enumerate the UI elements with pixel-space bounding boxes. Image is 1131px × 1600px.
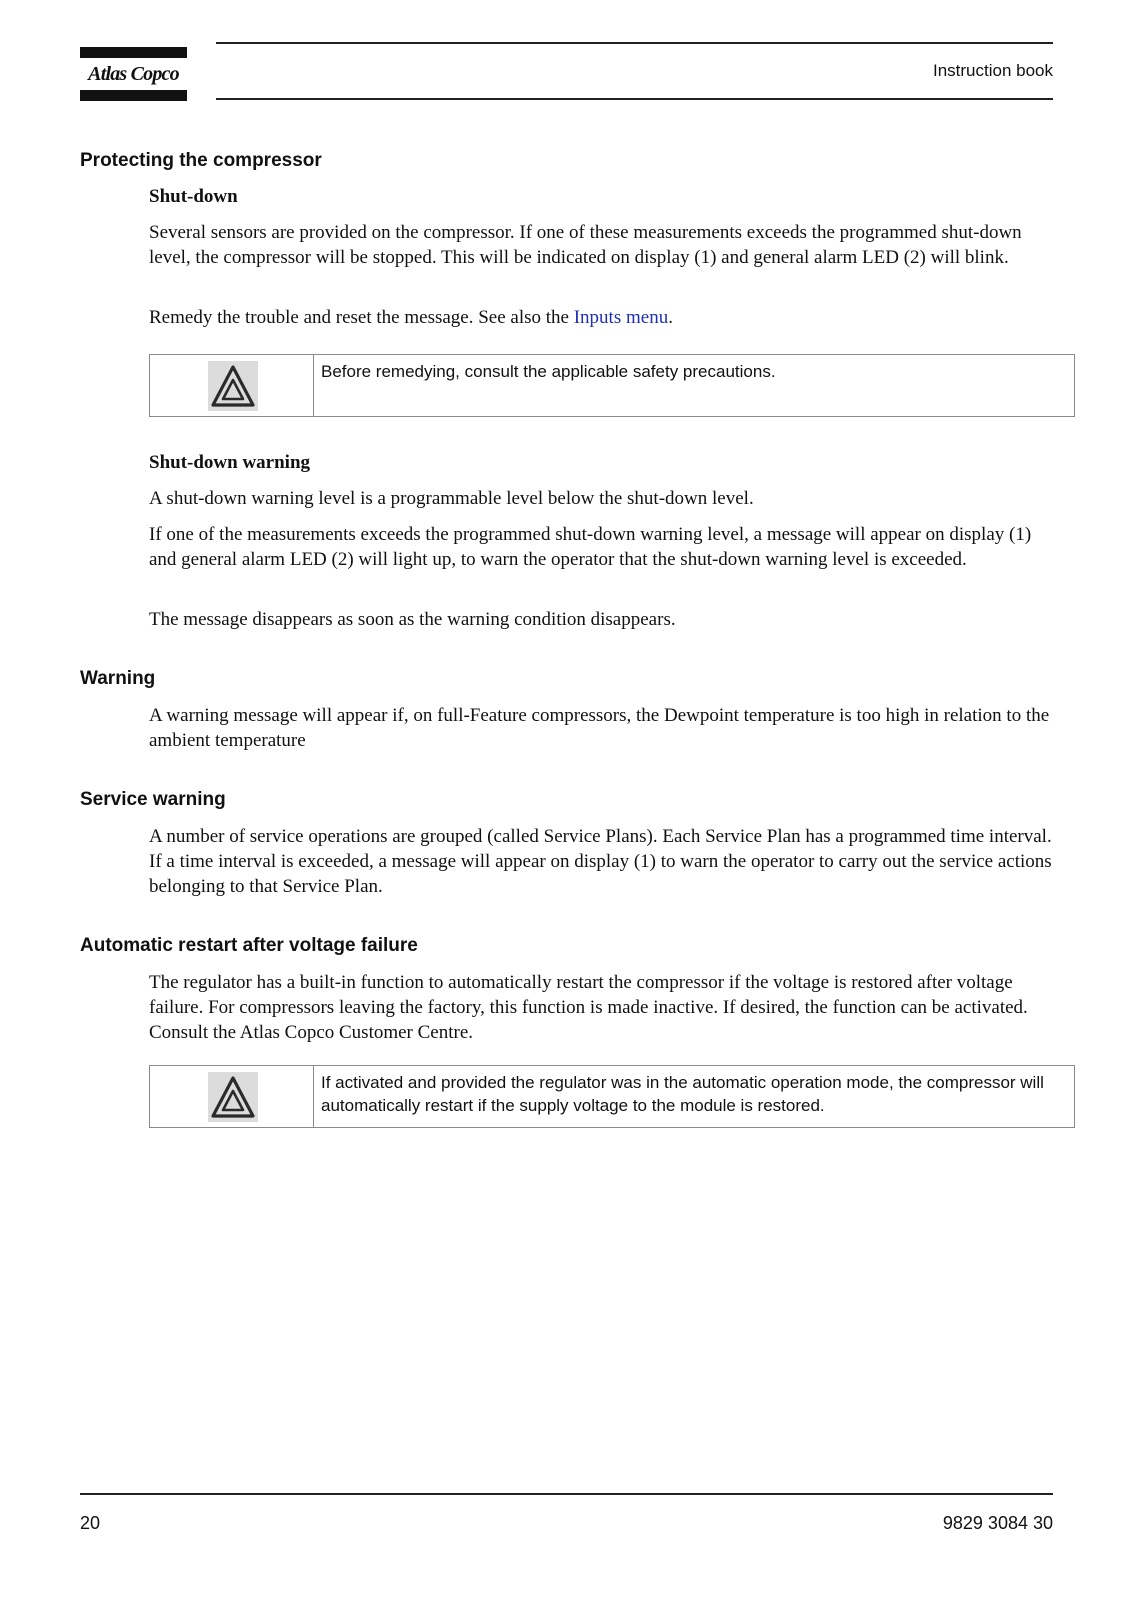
safety-note-box: [149, 354, 1075, 417]
logo-bar-top: [80, 47, 187, 58]
logo-bar-bottom: [80, 90, 187, 101]
shutdown-p2-text: Remedy the trouble and reset the message. See also the: [149, 307, 574, 328]
footer-rule: [80, 1493, 1053, 1495]
shutdown-paragraph-1: Several sensors are provided on the compressor. If one of these measurements exceeds the programmed shut-down level, the compressor will be stopped. This will be indicated on display (1) and general alarm LED (2) will blink.: [149, 222, 1022, 268]
heading-shut-down: Shut-down: [149, 186, 238, 207]
note-icon-cell: [150, 1066, 314, 1127]
auto-restart-paragraph-1: The regulator has a built-in function to automatically restart the compressor if the voltage is restored after voltage failure. For compressors leaving the factory, this function is made inactive. If desired, the function can be activated. Consult the Atlas Copco Customer Centre.: [149, 972, 1028, 1043]
warning-paragraph-1: A warning message will appear if, on full-Feature compressors, the Dewpoint temperature is too high in relation to the ambient temperature: [149, 705, 1050, 751]
shutdown-p2-suffix: .: [668, 307, 673, 328]
shutdown-warning-paragraph-2: If one of the measurements exceeds the programmed shut-down warning level, a message will appear on display (1) and general alarm LED (2) will light up, to warn the operator that the shut-down warning level is exceeded.: [149, 524, 1032, 570]
heading-shut-down-warning: Shut-down warning: [149, 452, 311, 473]
logo-text: Atlas Copco: [88, 63, 179, 85]
shutdown-paragraph-2: [149, 305, 1053, 330]
service-warning-paragraph-1: A number of service operations are grouped (called Service Plans). Each Service Plan has a programmed time interval. If a time interval is exceeded, a message will appear on display (1) to warn the operator to carry out the service actions belonging to that Service Plan.: [149, 826, 1052, 897]
warning-triangle-icon: [208, 1072, 258, 1122]
safety-note-text: Before remedying, consult the applicable safety precautions.: [321, 362, 776, 381]
warning-triangle-icon: [208, 361, 258, 411]
inputs-menu-link[interactable]: Inputs menu: [573, 307, 669, 328]
auto-restart-note-text: If activated and provided the regulator was in the automatic operation mode, the compressor will automatically restart if the supply voltage to the module is restored.: [321, 1073, 1044, 1115]
page-number: 20: [80, 1513, 101, 1533]
document-number: 9829 3084 30: [942, 1513, 1053, 1533]
heading-warning: Warning: [80, 668, 156, 689]
heading-service-warning: Service warning: [80, 789, 226, 810]
header-title: Instruction book: [932, 61, 1053, 80]
header-rule-bottom: [216, 98, 1053, 100]
atlas-copco-logo: [80, 47, 187, 101]
header-rule-top: [216, 42, 1053, 44]
heading-automatic-restart: Automatic restart after voltage failure: [80, 935, 418, 956]
shutdown-warning-paragraph-1: A shut-down warning level is a programmable level below the shut-down level.: [149, 488, 754, 509]
note-icon-cell: [150, 355, 314, 416]
shutdown-warning-paragraph-3: The message disappears as soon as the warning condition disappears.: [149, 609, 676, 630]
heading-protecting-compressor: Protecting the compressor: [80, 150, 322, 171]
auto-restart-note-box: [149, 1065, 1075, 1128]
